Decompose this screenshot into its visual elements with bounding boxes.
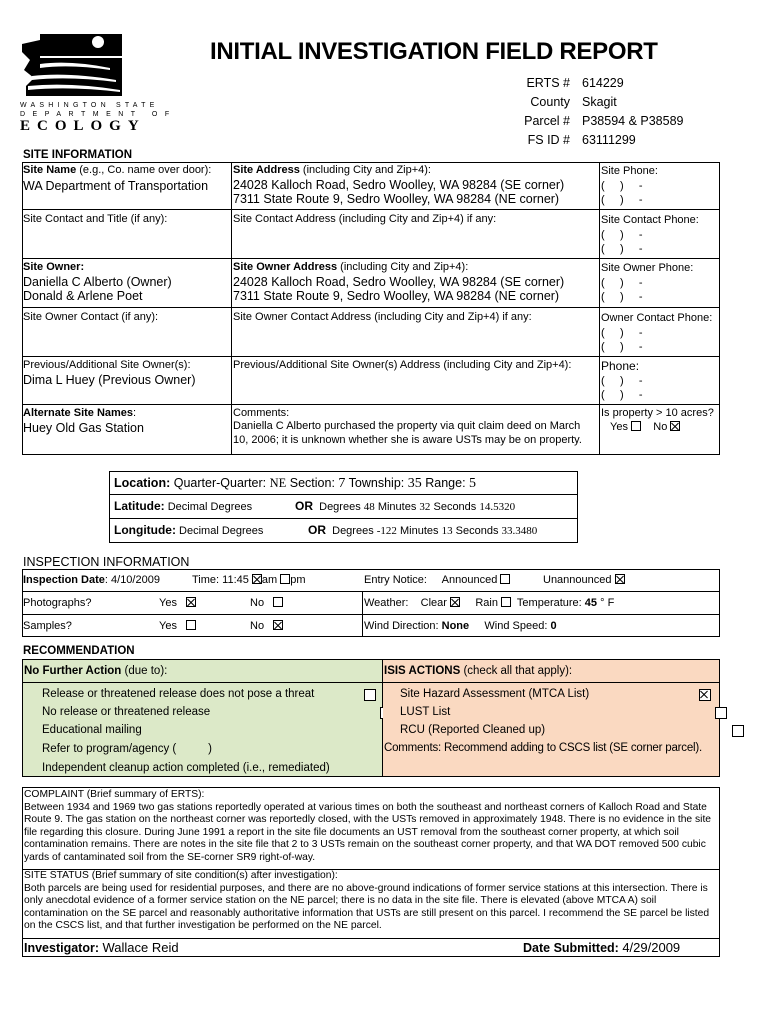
prev-phone-1[interactable]: ( ) -: [601, 375, 643, 387]
clear-label: Clear: [420, 597, 447, 609]
isis-panel: [383, 659, 720, 777]
lat-seconds-value: 14.5320: [479, 501, 516, 513]
longitude-label: Longitude:: [114, 523, 176, 537]
owner-address-label: Site Owner Address: [233, 261, 338, 273]
complaint-status-box: [22, 787, 720, 957]
nfa-item-1-checkbox[interactable]: [364, 689, 376, 701]
township-value: 35: [407, 476, 422, 491]
inspection-grid: [22, 569, 720, 637]
announced-label: Announced: [441, 574, 498, 586]
inspection-heading: INSPECTION INFORMATION: [23, 555, 190, 569]
acres-no-label: No: [653, 421, 668, 433]
complaint-label: COMPLAINT (Brief summary of ERTS):: [24, 789, 205, 800]
inspection-date-value: : 4/10/2009: [104, 574, 160, 586]
site-contact-address-label: Site Contact Address (including City and Zip+4) if any:: [233, 213, 497, 225]
nfa-item-5: Independent cleanup action completed (i.e., remediated): [42, 762, 330, 774]
owner-contact-address-label: Site Owner Contact Address (including City and Zip+4) if any:: [233, 311, 532, 323]
fsid-label: FS ID #: [527, 133, 570, 147]
isis-item-2-checkbox[interactable]: [715, 707, 727, 719]
logo-line-1: WASHINGTON STATE: [20, 102, 159, 109]
acres-no-checkbox[interactable]: [670, 421, 680, 431]
weather-label: Weather:: [364, 597, 409, 609]
county-value: Skagit: [582, 95, 617, 109]
isis-item-2: LUST List: [400, 706, 451, 718]
range-label: Range:: [425, 476, 466, 490]
date-submitted-label: Date Submitted:: [523, 941, 619, 955]
alt-names-label: Alternate Site Names: [23, 407, 134, 419]
nfa-hint: (due to):: [121, 665, 168, 677]
unannounced-label: Unannounced: [543, 574, 612, 586]
site-owner-label: Site Owner:: [23, 261, 85, 273]
parcel-label: Parcel #: [524, 114, 570, 128]
latitude-label: Latitude:: [114, 499, 165, 513]
parcel-value: P38594 & P38589: [582, 114, 684, 128]
site-address-hint: (including City and Zip+4):: [299, 164, 431, 176]
washington-map-icon: [20, 30, 124, 102]
site-address-1: 24028 Kalloch Road, Sedro Woolley, WA 98284 (SE corner): [233, 178, 565, 192]
site-status-label: SITE STATUS (Brief summary of site condition(s) after investigation):: [24, 870, 338, 881]
samples-yes-label: Yes: [159, 620, 177, 632]
clear-checkbox[interactable]: [450, 597, 460, 607]
isis-hint: (check all that apply):: [460, 665, 573, 677]
photos-yes-checkbox[interactable]: [186, 597, 196, 607]
owner-phone-label: Site Owner Phone:: [601, 262, 694, 274]
recommendation-heading: RECOMMENDATION: [23, 645, 135, 657]
logo-line-3: ECOLOGY: [20, 118, 146, 134]
lon-minutes-label: Minutes: [400, 525, 439, 537]
comments-line-1: Daniella C Alberto purchased the property via quit claim deed on March: [233, 420, 581, 432]
lat-seconds-label: Seconds: [433, 501, 477, 513]
nfa-item-1: Release or threatened release does not pose a threat: [42, 688, 315, 700]
entry-notice-label: Entry Notice:: [364, 574, 427, 586]
wind-speed-value: 0: [550, 620, 557, 632]
owner-contact-label: Site Owner Contact (if any):: [23, 311, 159, 323]
date-submitted-value[interactable]: 4/29/2009: [622, 940, 681, 955]
rain-label: Rain: [475, 597, 498, 609]
nfa-item-3: Educational mailing: [42, 724, 142, 736]
photos-yes-label: Yes: [159, 597, 177, 609]
lon-seconds-value: 33.3480: [501, 525, 538, 537]
isis-item-1: Site Hazard Assessment (MTCA List): [400, 688, 590, 700]
pm-checkbox[interactable]: [280, 574, 290, 584]
site-information-grid: Site Name (e.g., Co. name over door): WA Department of Transportation Site Address (including City and Zip+4): 24028 Kalloch Road, Sedro Woolley, WA 98284 (SE corner) 7311 State Route 9, Sedro Woolley, WA 98284 (NE corner) Site Phone: ( ) - ( ) - Site Contact and Title (if any): Site Contact Address (including City and Zip+4) if any: Site Contact Phone: ( ) - ( ) - Site Owner: Daniella C Alberto (Owner) Donald & Arlene Poet Site Owner Address (including City and Zip+4): 24028 Kalloch Road, Sedro Woolley, WA 98284 (SE corner) 7311 State Route 9, Sedro Woolley, WA 98284 (NE corner) Site Owner Phone: ( ) - ( ) - Site Owner Contact (if any): Site Owner Contact Address (including City and Zip+4) if any: Owner Contact Phone: ( ) - ( ) - Previous/Additional Site Owner(s): Dima L Huey (Previous Owner) Previous/Additional Site Owner(s) Address (including City and Zip+4): Phone: ( ) - ( ) - Alternate Site Names: Huey Old Gas Station Comments: Daniella C Alberto purchased the property via quit claim deed on March 10, 2006; it is unknown whether she is aware USTs may be on property. Is property > 10 acres? Yes No: [22, 162, 720, 455]
isis-item-3: RCU (Reported Cleaned up): [400, 724, 546, 736]
comments-line-2: 10, 2006; it is unknown whether she is aware USTs may be on property.: [233, 434, 582, 446]
site-address-label: Site Address: [233, 164, 300, 176]
lon-seconds-label: Seconds: [455, 525, 499, 537]
wind-direction-value: None: [441, 620, 470, 632]
lat-degrees-value: 48: [363, 501, 375, 513]
owner-contact-phone-2[interactable]: ( ) -: [601, 341, 643, 353]
complaint-text[interactable]: Between 1934 and 1969 two gas stations reportedly operated at various times on both the southeast and northeast corners of Kalloch Road and State Route 9. The gas station on the northeast corner was reportedly closed, with the USTs removed in approximately 1948. There is no evidence in the site file regarding this closure. During June 1991 a report in the site file documents an UST removal from the southeast corner property, at which soil contamination remains. There are notes in the site file that 2 to 3 USTs remain on the southeast corner property, and that WA DOT removed 500 cubic yards of cantaminated soil from the SE-corner SR9 right-of-way.: [24, 801, 712, 863]
lon-or-label: OR: [308, 523, 326, 537]
nfa-panel: [22, 659, 383, 777]
page-title: INITIAL INVESTIGATION FIELD REPORT: [210, 38, 658, 65]
samples-no-label: No: [250, 620, 265, 632]
photos-no-label: No: [250, 597, 265, 609]
township-label: Township:: [348, 476, 405, 490]
nfa-label: No Further Action: [24, 665, 122, 677]
temperature-value: 45: [584, 597, 598, 609]
photographs-label: Photographs?: [23, 597, 92, 609]
prev-phone-label: Phone:: [601, 359, 640, 373]
logo-line-2: DEPARTMENT OF: [20, 111, 177, 118]
alt-names-value: Huey Old Gas Station: [23, 421, 144, 435]
range-value: 5: [469, 476, 477, 491]
comments-label: Comments:: [233, 407, 290, 419]
county-label: County: [530, 95, 570, 109]
investigator-label: Investigator:: [24, 941, 100, 955]
am-label: am: [261, 574, 278, 586]
rain-checkbox[interactable]: [501, 597, 511, 607]
site-owner-1: Daniella C Alberto (Owner): [23, 275, 172, 289]
site-name-value: WA Department of Transportation: [23, 179, 209, 193]
site-contact-phone-label: Site Contact Phone:: [601, 214, 699, 226]
site-owner-2: Donald & Arlene Poet: [23, 289, 143, 303]
site-contact-label: Site Contact and Title (if any):: [23, 213, 168, 225]
samples-label: Samples?: [23, 620, 72, 632]
lon-degrees-value: -122: [376, 525, 397, 537]
unannounced-checkbox[interactable]: [615, 574, 625, 584]
lon-degrees-label: Degrees: [332, 525, 374, 537]
isis-item-1-checkbox[interactable]: [699, 689, 711, 701]
nfa-item-2: No release or threatened release: [42, 706, 211, 718]
section-value: 7: [338, 476, 346, 491]
lat-degrees-label: Degrees: [319, 501, 361, 513]
owner-address-2: 7311 State Route 9, Sedro Woolley, WA 98284 (NE corner): [233, 289, 560, 303]
lon-minutes-value: 13: [441, 525, 453, 537]
fsid-value: 63111299: [582, 133, 636, 147]
temperature-label: Temperature:: [516, 597, 582, 609]
site-contact-phone-1[interactable]: ( ) -: [601, 229, 643, 241]
wind-speed-label: Wind Speed:: [484, 620, 548, 632]
site-contact-phone-2[interactable]: ( ) -: [601, 243, 643, 255]
prev-phone-2[interactable]: ( ) -: [601, 389, 643, 401]
erts-value: 614229: [582, 76, 624, 90]
prev-owner-label: Previous/Additional Site Owner(s):: [23, 359, 191, 371]
owner-address-1: 24028 Kalloch Road, Sedro Woolley, WA 98284 (SE corner): [233, 275, 565, 289]
owner-address-hint: (including City and Zip+4):: [337, 261, 469, 273]
location-label: Location:: [114, 476, 171, 490]
isis-comments[interactable]: Comments: Recommend adding to CSCS list (SE corner parcel).: [384, 742, 702, 754]
site-phone-1[interactable]: ( ) -: [601, 180, 643, 192]
isis-item-3-checkbox[interactable]: [732, 725, 744, 737]
samples-yes-checkbox[interactable]: [186, 620, 196, 630]
lat-minutes-label: Minutes: [377, 501, 417, 513]
site-status-text[interactable]: Both parcels are being used for residential purposes, and there are no above-ground indications of former service stations at this intersection. There is only anecdotal evidence of a former service station on the NE parcel; there is no data in the site file. There is elevated (above MTCA A) soil contamination on the SE parcel and reasonably authoritative information that USTs are still present on this parcel. I recommend the SE parcel be listed on the CSCS list, and that further investigation be performed on the NE parcel.: [24, 882, 710, 932]
acres-yes-checkbox[interactable]: [631, 421, 641, 431]
photos-no-checkbox[interactable]: [273, 597, 283, 607]
acres-label: Is property > 10 acres?: [601, 407, 714, 419]
qq-value: NE: [269, 476, 287, 490]
qq-label: Quarter-Quarter:: [173, 476, 267, 490]
owner-contact-phone-1[interactable]: ( ) -: [601, 327, 643, 339]
owner-contact-phone-label: Owner Contact Phone:: [601, 312, 713, 324]
samples-no-checkbox[interactable]: [273, 620, 283, 630]
erts-label: ERTS #: [526, 76, 570, 90]
ecology-logo: [20, 30, 177, 136]
pm-label: pm: [290, 574, 306, 586]
site-information-heading: SITE INFORMATION: [23, 149, 133, 161]
section-label: Section:: [289, 476, 335, 490]
prev-owner-value: Dima L Huey (Previous Owner): [23, 373, 196, 387]
inspection-time: Time: 11:45: [192, 574, 249, 586]
site-name-label: Site Name: [23, 164, 77, 176]
am-checkbox[interactable]: [252, 574, 262, 584]
investigator-value[interactable]: Wallace Reid: [102, 940, 179, 955]
nfa-item-4: Refer to program/agency ( ): [42, 743, 213, 755]
isis-label: ISIS ACTIONS: [384, 665, 461, 677]
site-phone-label: Site Phone:: [601, 165, 658, 177]
owner-phone-2[interactable]: ( ) -: [601, 291, 643, 303]
site-name-hint: (e.g., Co. name over door):: [76, 164, 212, 176]
acres-yes-label: Yes: [610, 421, 628, 433]
lat-decimal-label: Decimal Degrees: [167, 501, 253, 513]
location-box: [109, 471, 578, 543]
wind-direction-label: Wind Direction:: [364, 620, 439, 632]
announced-checkbox[interactable]: [500, 574, 510, 584]
owner-phone-1[interactable]: ( ) -: [601, 277, 643, 289]
site-address-2: 7311 State Route 9, Sedro Woolley, WA 98284 (NE corner): [233, 192, 560, 206]
lat-or-label: OR: [295, 499, 313, 513]
prev-owner-address-label: Previous/Additional Site Owner(s) Address (including City and Zip+4):: [233, 359, 572, 371]
site-phone-2[interactable]: ( ) -: [601, 194, 643, 206]
lat-minutes-value: 32: [419, 501, 431, 513]
inspection-date-label: Inspection Date: [23, 574, 105, 586]
temperature-unit: ° F: [600, 597, 615, 609]
lon-decimal-label: Decimal Degrees: [179, 525, 264, 537]
